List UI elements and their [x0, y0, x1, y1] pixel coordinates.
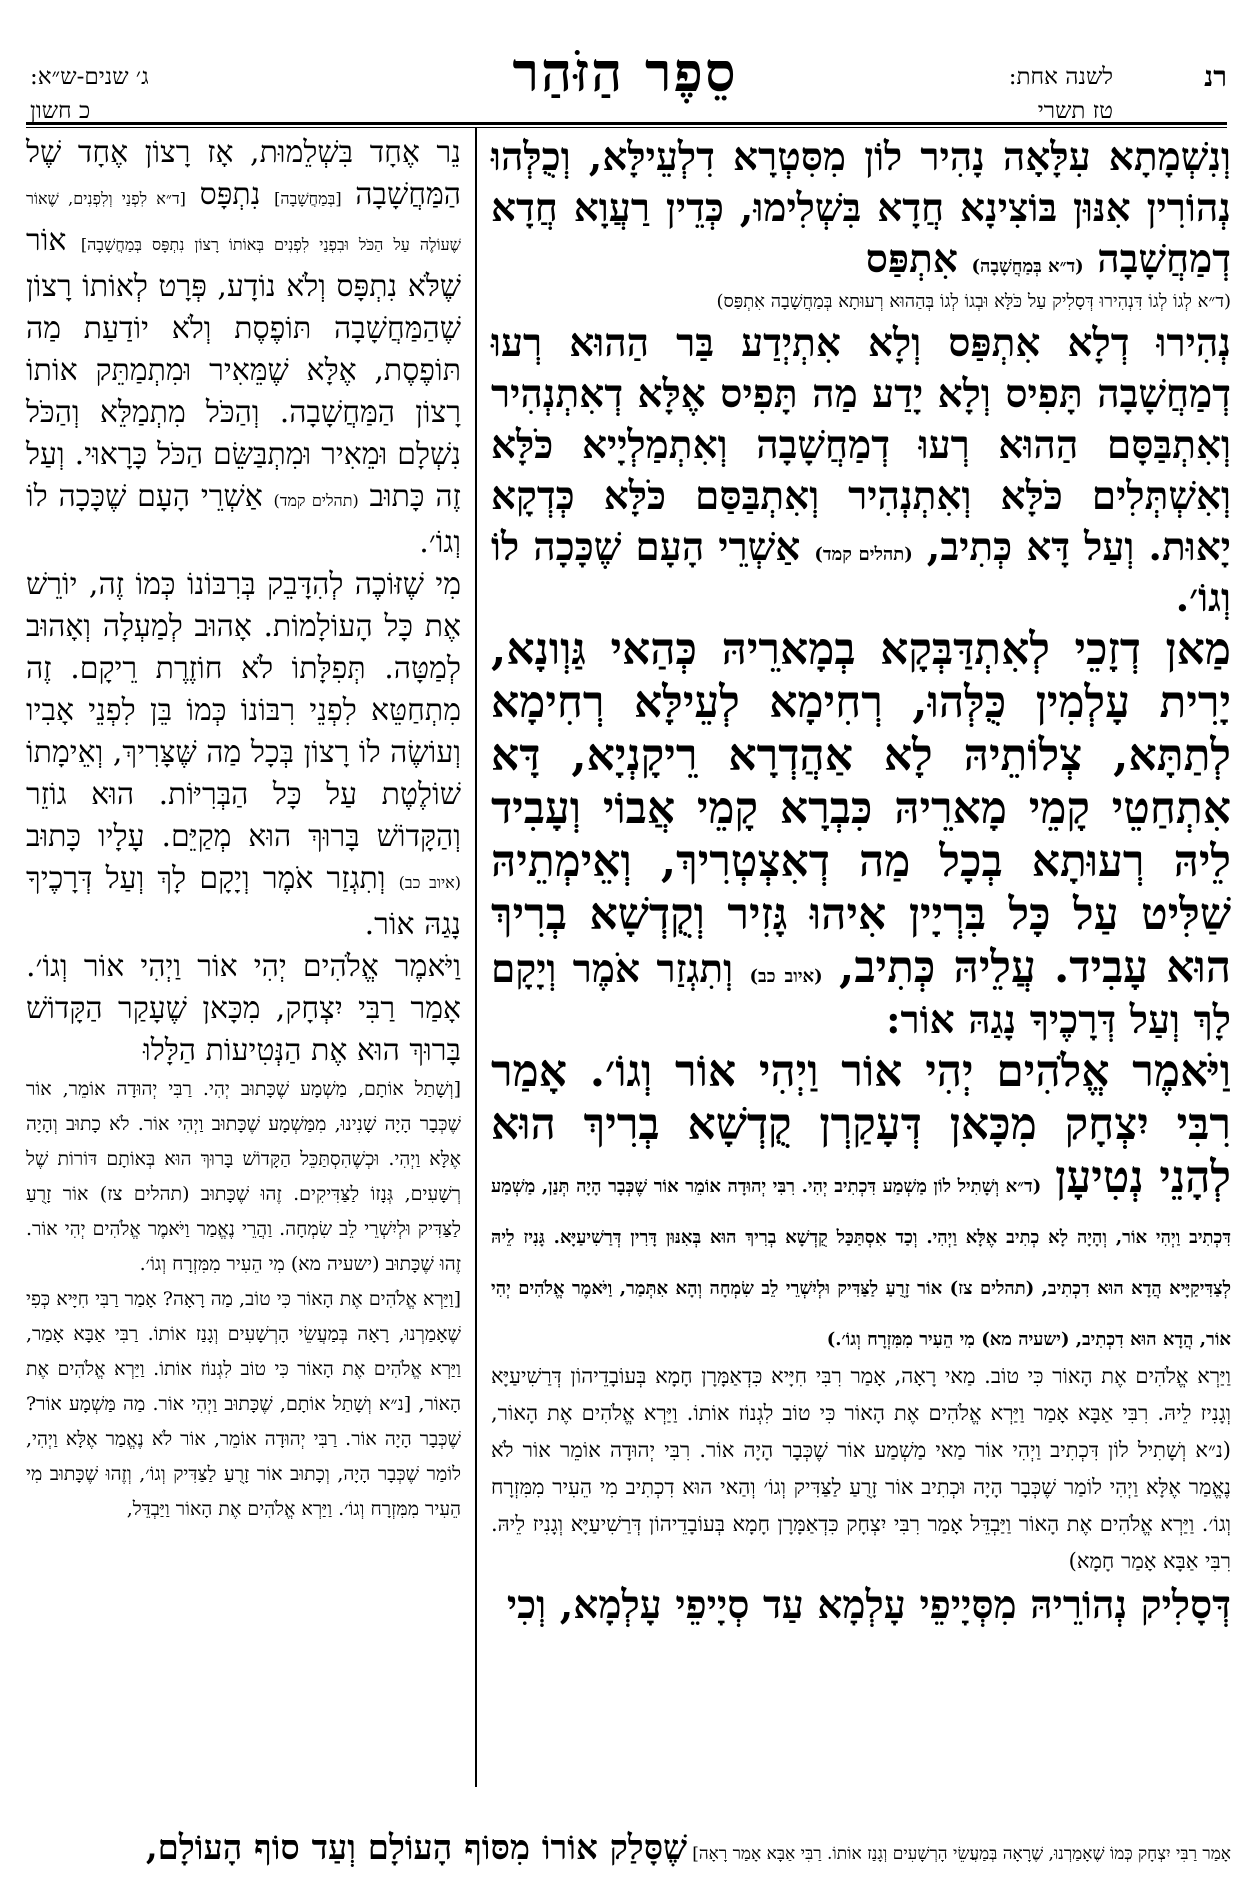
side-paragraph-1: [26, 132, 461, 564]
book-title: סֵפֶר הַזֹּהַר: [512, 40, 738, 104]
side-column: [26, 132, 461, 1527]
side-paragraph-2: [26, 564, 461, 946]
page-number: רנ: [1204, 60, 1227, 93]
header-rule: [26, 122, 1227, 125]
main-ref-2: (איוב כב): [749, 966, 823, 987]
bottom-big-text: שֶׁסָּלַק אוֹרוֹ מִסּוֹף הָעוֹלָם וְעַד סוֹף הָעוֹלָם,: [145, 1828, 688, 1868]
column-divider: [475, 127, 477, 1787]
main-paragraph-1: [491, 132, 1231, 285]
side-note-3: [וְשָׁתַל אוֹתָם, מַשְׁמָע שֶׁכָּתוּב יְהִי. רַבִּי יְהוּדָה אוֹמֵר, אוֹר שֶׁכְּבָר הָיָה שָׁנִינוּ, מִמַּשְׁמָע שֶׁכָּתוּב וַיְהִי אוֹר. לֹא כָתוּב וְהָיָה אֶלָּא וַיְהִי. וּכְשֶׁהִסְתַּכֵּל הַקָּדוֹשׁ בָּרוּךְ הוּא בְּאוֹתָם דּוֹרוֹת שֶׁל רְשָׁעִים, גְּנָזוֹ לַצַּדִּיקִים. זֶהוּ שֶׁכָּתוּב (תהלים צז) אוֹר זָרֻעַ לַצַּדִּיק וּלְיִשְׁרֵי לֵב שִׂמְחָה. וַהֲרֵי נֶאֱמַר וַיֹּאמֶר אֱלֹהִים יְהִי אוֹר. זֶהוּ שֶׁכָּתוּב (ישעיה מא) מִי הֵעִיר מִמִּזְרָח וְגוֹ׳.: [26, 1078, 461, 1275]
main-note-2: (ד״א לְגוֹ לְגוֹ דִּנְהִירוּ דְּסָלִיק עַל כֹּלָּא וּבְגוֹ לְגוֹ בְּהַהוּא רְעוּתָא בְּמַחֲשָׁבָה אִתְפַּס): [716, 291, 1231, 312]
side-text-2b: אַשְׁרֵי הָעָם שֶׁכָּכָה לוֹ וְגוֹ׳.: [26, 479, 461, 560]
main-note-1: (ד״א בְּמַחֲשָׁבָה): [971, 256, 1084, 277]
main-column: [491, 132, 1231, 1631]
side-note-1: [בְּמַחֲשָׁבָה]: [274, 189, 342, 208]
side-text-2: אוֹר שֶׁלֹּא נִתְפָּס וְלֹא נוֹדָע, פְּרָט לְאוֹתוֹ רָצוֹן שֶׁהַמַּחֲשָׁבָה תּוֹפֶסֶת וְלֹא יוֹדַעַת מַה תּוֹפֶסֶת, אֶלָּא שֶׁמֵּאִיר וּמִתְמַתֵּק אוֹתוֹ רָצוֹן הַמַּחֲשָׁבָה. וְהַכֹּל מִתְמַלֵּא וְהַכֹּל נִשְׁלָם וּמֵאִיר וּמִתְבַּשֵּׂם הַכֹּל כָּרָאוּי. וְעַל זֶה כָּתוּב: [26, 223, 462, 514]
header-left: [30, 60, 230, 128]
side-ref-2: (איוב כב): [398, 873, 461, 892]
side-paragraph-3: [26, 946, 461, 1072]
main-text-3b: וְתִגְזַר אֹמֶר וְיָקָם לָךְ וְעַל דְּרָכֶיךָ נָגַהּ אוֹר:: [491, 946, 1231, 1043]
main-paragraph-2: [491, 318, 1231, 624]
side-ref-1: (תהלים קמד): [273, 491, 359, 510]
main-text-2b: אַשְׁרֵי הָעָם שֶׁכָּכָה לוֹ וְגוֹ׳.: [491, 524, 1231, 621]
main-text-3: מַאן דְזָכֵי לְאִתְדַּבְּקָא בְמָארֵיהּ כְּהַאי גַּוְונָא, יָרִית עָלְמִין כֻּלְּהוּ, רְחִימָא לְעֵילָּא רְחִימָא לְתַתָּא, צְלוֹתֵיהּ לָא אַהֲדְרָא רֵיקָנְיָא, דָּא אִתְחַטֵי קָמֵי מָארֵיהּ כִּבְרָא קָמֵי אֲבוֹי וְעָבִיד לֵיהּ רְעוּתָא בְכָל מַה דְאִצְטְרִיךְ, וְאֵימְתֵיהּ שַׁלִּיט עַל כָּל בִּרְיָין אִיהוּ גָּזִיר וְקֻדְשָׁא בְרִיךְ הוּא עָבִיד. עֲלֵיהּ כְּתִיב,: [491, 624, 1232, 993]
bottom-line: [26, 1828, 1231, 1868]
side-note-2: [ד״א לִפְנַי וְלִפְנִים, שֶׁאוֹר שֶׁעוֹלֶה עַל הַכֹּל וּבִפְנַי לִפְנִים בְּאוֹתוֹ רָצוֹן נִתְפָּס בְּמַחֲשָׁבָה]: [26, 189, 461, 254]
main-note-3: (ד״א וְשָׁתִיל לוֹן מַשְׁמַע דִּכְתִיב יְהִי. רִבִּי יְהוּדָה אוֹמֵר אוֹר שֶׁכְּבָר הָיָה תְּנַן, מַשְׁמַע דִּכְתִיב וַיְהִי אוֹר, וְהָיָה לָא כְתִיב אֶלָּא וַיְהִי. וְכַד אִסְתַּכַּל קֻדְשָׁא בְרִיךְ הוּא בְּאִנּוּן דָּרִין דְּרַשִׁיעַיָּא. גָּנִיז לֵיהּ לְצַדִּיקַיָּיא הֲדָא הוּא דִכְתִיב, (תהלים צז) אוֹר זָרֻעַ לַצַּדִּיק וּלְיִשְׁרֵי לֵב שִׂמְחָה וְהָא אִתְּמַר, וַיֹּאמֶר אֱלֹהִים יְהִי אוֹר, הֲדָא הוּא דִכְתִיב, (ישעיה מא) מִי הֵעִיר מִמִּזְרָח וְגוֹ׳.): [491, 1176, 1231, 1350]
main-text-2: נְהִירוּ דְלָא אִתְפַּס וְלָא אִתְיְדַע בַּר הַהוּא רְעוּ דְמַחֲשָׁבָה תָּפִיס וְלָא יָדַע מַה תָּפִיס אֶלָּא דְאִתְנְהִיר וְאִתְבַּסָּם הַהוּא רְעוּ דְמַחֲשָׁבָה וְאִתְמַלְיָיא כֹּלָּא וְאִשְׁתְּלִים כֹּלָּא וְאִתְנְהִיר וְאִתְבַּסַּם כֹּלָּא כְּדְקָא יָאוּת. וְעַל דָּא כְּתִיב,: [491, 320, 1231, 570]
header-left-line1: ג׳ שנים-ש״א:: [30, 64, 149, 90]
main-text-1: וְנִשְׁמָתָא עִלָּאָה נָהִיר לוֹן מִסִּטְרָא דִלְעֵילָּא, וְכֻלְּהוּ נְהוֹרִין אִנּוּן בּוֹצִינָא חֲדָא בִּשְׁלִימוּ, כְּדֵין רַעֲוָא חֲדָא דְמַחֲשָׁבָה: [491, 134, 1231, 282]
header-left-line2: כ חשון: [30, 98, 91, 124]
header-right: [943, 60, 1113, 128]
main-paragraph-6: דְּסָלִיק נְהוֹרֵיהּ מִסְּיָיפֵי עָלְמָא עַד סְיָיפֵי עָלְמָא, וְכִי: [506, 1582, 1231, 1628]
header-rule-thin: [26, 127, 1227, 128]
header-right-line1: לשנה אחת:: [1008, 64, 1113, 90]
side-text-3b: וְתִגְזַר אֹמֶר וְיָקָם לָךְ וְעַל דְּרָכֶיךָ נָגַהּ אוֹר.: [26, 861, 461, 942]
main-paragraph-5: וַיַּרְא אֱלֹהִים אֶת הָאוֹר כִּי טוֹב. מַאי רָאָה, אָמַר רִבִּי חִיָּיא כִּדְאַמָּרָן חָמָא בְּעוֹבָדֵיהוֹן דְּרַשִׁיעַיָּא וְגָנִיז לֵיהּ. רִבִּי אַבָּא אָמַר וַיַּרְא אֱלֹהִים אֶת הָאוֹר כִּי טוֹב לִגְנוֹז אוֹתוֹ. וַיַּרְא אֱלֹהִים אֶת הָאוֹר, (נ״א וְשָׁתִיל לוֹן דִּכְתִיב וַיְהִי אוֹר מַאי מַשְׁמַע אוֹר שֶׁכְּבָר הָיָה אוֹר. רִבִּי יְהוּדָה אוֹמֵר אוֹר לֹא נֶאֱמַר אֶלָּא וַיְהִי לוֹמַר שֶׁכְּבָר הָיָה וּכְתִיב אוֹר זָרֻעַ לַצַּדִּיק וְגוֹ׳ וְהַאי הוּא דִכְתִיב מִי הֵעִיר מִמִּזְרָח וְגוֹ׳. וַיַּרְא אֱלֹהִים אֶת הָאוֹר וַיַּבְדֵּל אָמַר רִבִּי יִצְחָק כִּדְאַמָּרָן חָמָא בְּעוֹבָדֵיהוֹן דְּרַשִׁיעַיָּא וְגָנִיז לֵיהּ. רִבִּי אַבָּא אָמַר חָמָא): [491, 1364, 1231, 1573]
main-paragraph-4: [491, 1046, 1231, 1358]
side-text-4: וַיֹּאמֶר אֱלֹהִים יְהִי אוֹר וַיְהִי אוֹר וְגוֹ׳. אָמַר רַבִּי יִצְחָק, מִכָּאן שֶׁעָקַר הַקָּדוֹשׁ בָּרוּךְ הוּא אֶת הַנְּטִיעוֹת הַלָּלוּ: [26, 949, 461, 1068]
main-text-1b: אִתְפַּס: [865, 236, 958, 282]
side-text-3: מִי שֶׁזּוֹכֶה לְהִדָּבֵק בְּרִבּוֹנוֹ כְּמוֹ זֶה, יוֹרֵשׁ אֶת כָּל הָעוֹלָמוֹת. אָהוּב לְמַעְלָה וְאָהוּב לְמַטָּה. תְּפִלָּתוֹ לֹא חוֹזֶרֶת רֵיקָם. זֶה מִתְחַטֵּא לִפְנֵי רִבּוֹנוֹ כְּמוֹ בֵּן לִפְנֵי אָבִיו וְעוֹשֶׂה לוֹ רָצוֹן בְּכָל מַה שֶּׁצָּרִיךְ, וְאֵימָתוֹ שׁוֹלֶטֶת עַל כָּל הַבְּרִיּוֹת. הוּא גוֹזֵר וְהַקָּדוֹשׁ בָּרוּךְ הוּא מְקַיֵּם. עָלָיו כָּתוּב: [26, 567, 461, 854]
main-paragraph-3: [491, 624, 1231, 1046]
side-text-1: נֵר אֶחָד בִּשְׁלֵמוּת, אָז רָצוֹן אֶחָד שֶׁל הַמַּחֲשָׁבָה: [26, 135, 462, 212]
main-text-4: וַיֹּאמֶר אֱלֹהִים יְהִי אוֹר וַיְהִי אוֹר וְגוֹ׳. אָמַר רִבִּי יִצְחָק מִכָּאן דְּעָקַרְן קֻדְשָׁא בְרִיךְ הוּא לְהָנֵי נְטִיעָן: [491, 1046, 1232, 1203]
bottom-small-text: אָמַר רַבִּי יִצְחָק כְּמוֹ שֶׁאָמַרְנוּ, שֶׁרָאָה בְּמַעֲשֵׂי הָרְשָׁעִים וְגָנַז אוֹתוֹ. רַבִּי אַבָּא אָמַר רָאָה]: [692, 1844, 1231, 1864]
side-paragraph-5: [וַיַּרְא אֱלֹהִים אֶת הָאוֹר כִּי טוֹב, מַה רָאָה? אָמַר רַבִּי חִיָּיא כְּפִי שֶׁאָמַרְנוּ, רָאָה בְּמַעֲשֵׂי הָרְשָׁעִים וְגָנַז אוֹתוֹ. רַבִּי אַבָּא אָמַר, וַיַּרְא אֱלֹהִים אֶת הָאוֹר כִּי טוֹב לִגְנוֹז אוֹתוֹ. וַיַּרְא אֱלֹהִים אֶת הָאוֹר, [נ״א וְשָׁתַל אוֹתָם, שֶׁכָּתוּב וַיְהִי אוֹר. מַה מַּשְׁמָע אוֹר? שֶׁכְּבָר הָיָה אוֹר. רַבִּי יְהוּדָה אוֹמֵר, אוֹר לֹא נֶאֱמַר אֶלָּא וַיְהִי, לוֹמַר שֶׁכְּבָר הָיָה, וְכָתוּב אוֹר זָרֻעַ לַצַּדִּיק וְגוֹ׳, וְזֶהוּ שֶׁכָּתוּב מִי הֵעִיר מִמִּזְרָח וְגוֹ׳. וַיַּרְא אֱלֹהִים אֶת הָאוֹר וַיַּבְדֵּל,: [26, 1288, 461, 1520]
main-ref-1: (תהלים קמד): [814, 544, 913, 565]
header-right-line2: טז תשרי: [1037, 98, 1113, 124]
side-text-1b: נִתְפָּס: [199, 177, 261, 212]
